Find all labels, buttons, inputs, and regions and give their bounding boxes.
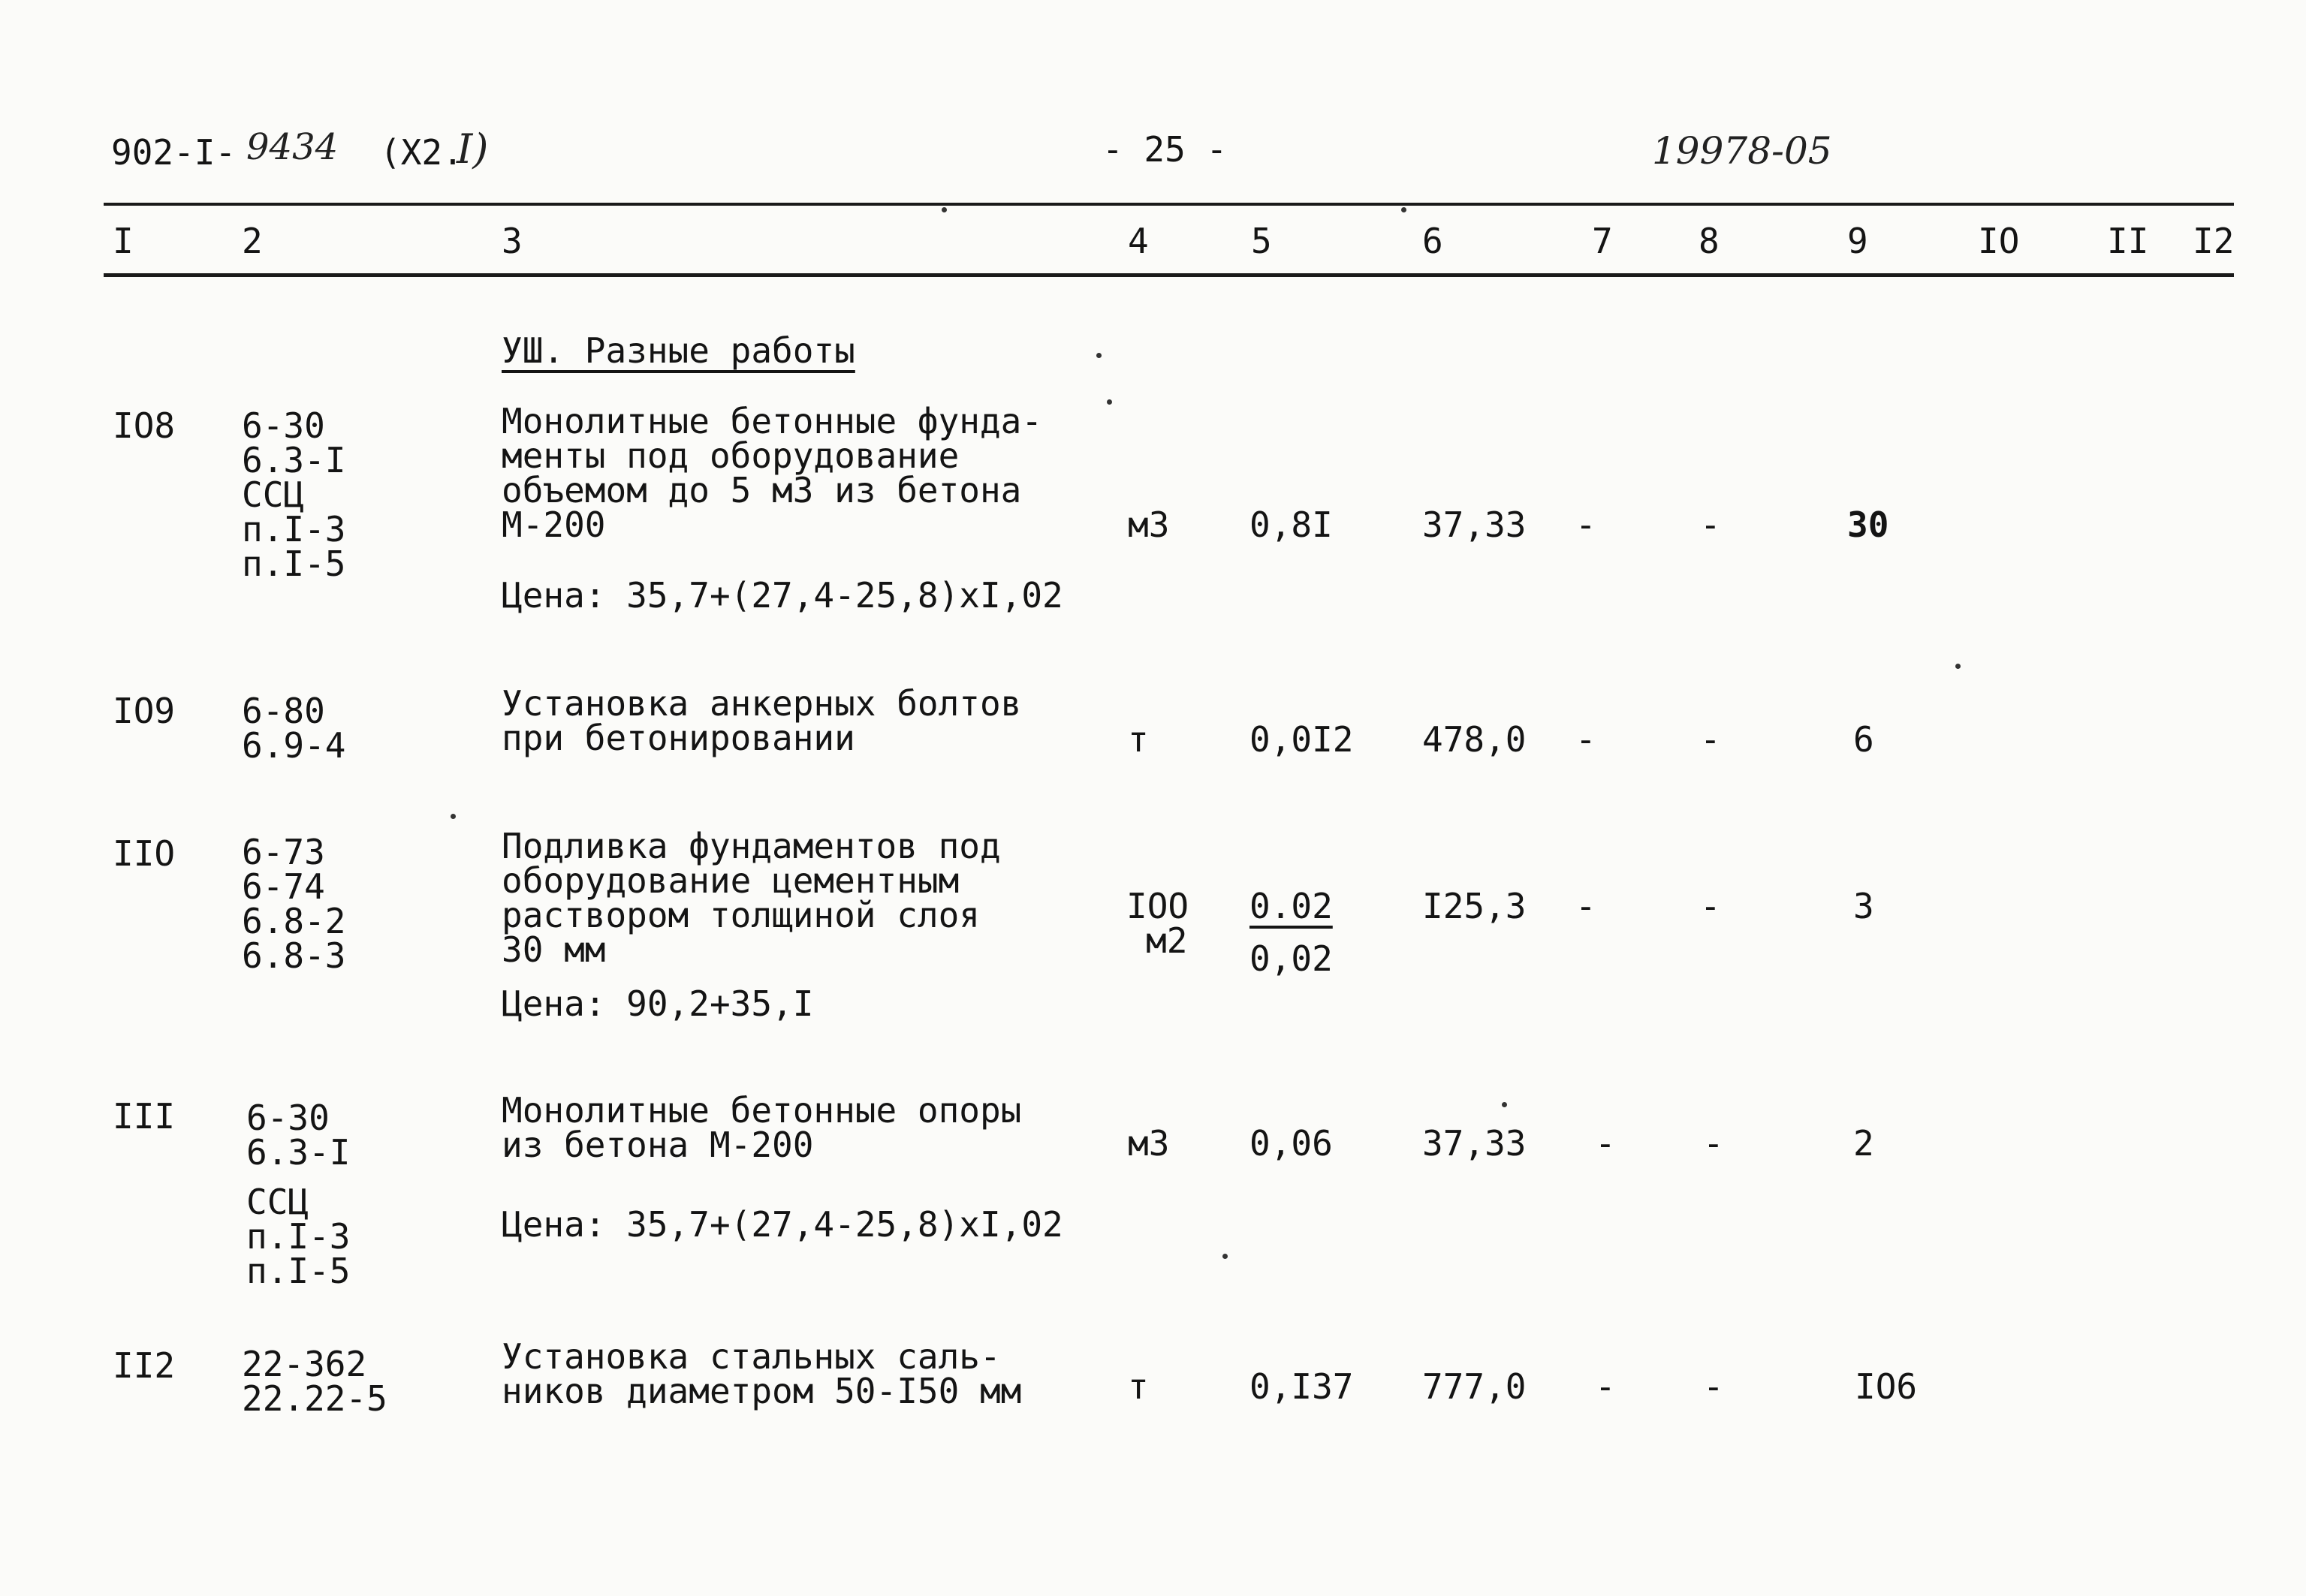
work-description: Установка анкерных болтов <box>502 683 1022 724</box>
norm-code: 6-80 <box>242 691 325 731</box>
unit: т <box>1128 719 1149 760</box>
work-description: ников диаметром 50-I50 мм <box>502 1371 1022 1411</box>
doc-code-handwritten: 9434 <box>246 126 339 168</box>
row-number: IO8 <box>113 405 176 446</box>
speck <box>1401 207 1406 212</box>
table-header-rule <box>104 273 2234 277</box>
col7-value: - <box>1595 1123 1616 1164</box>
price-formula: Цена: 35,7+(27,4-25,8)xI,02 <box>502 1204 1063 1245</box>
norm-code: 6.9-4 <box>242 725 346 766</box>
col-heading: 6 <box>1422 221 1443 261</box>
row-number: II2 <box>113 1345 176 1386</box>
norm-code: п.I-5 <box>242 544 346 584</box>
unit-cost: I25,3 <box>1422 886 1527 926</box>
norm-code: 22-362 <box>242 1344 367 1384</box>
row-number: IO9 <box>113 691 176 731</box>
norm-code: п.I-5 <box>246 1251 351 1291</box>
norm-code: 6.8-3 <box>242 935 346 976</box>
col-heading: I2 <box>2193 221 2235 261</box>
speck <box>1955 664 1961 669</box>
archive-number: 19978-05 <box>1652 129 1832 173</box>
work-description: Монолитные бетонные опоры <box>502 1090 1022 1131</box>
work-description: 30 мм <box>502 929 606 970</box>
norm-code: п.I-3 <box>246 1216 351 1257</box>
col-heading: 3 <box>502 221 523 261</box>
col8-value: - <box>1703 1366 1724 1407</box>
unit-cost: 37,33 <box>1422 504 1527 545</box>
col-heading: I <box>113 221 134 261</box>
work-description: раствором толщиной слоя <box>502 895 980 935</box>
norm-code: ССЦ <box>242 474 305 515</box>
col-heading: 8 <box>1699 221 1720 261</box>
quantity: 0.02 <box>1249 886 1333 926</box>
norm-code: п.I-3 <box>242 509 346 550</box>
col7-value: - <box>1575 886 1596 926</box>
col-heading: II <box>2107 221 2149 261</box>
speck <box>451 814 456 819</box>
col-heading: 2 <box>242 221 263 261</box>
col8-value: - <box>1700 886 1721 926</box>
unit: м3 <box>1128 504 1170 545</box>
row-number: IIO <box>113 833 176 874</box>
norm-code: 6-73 <box>242 832 325 872</box>
price-formula: Цена: 35,7+(27,4-25,8)xI,02 <box>502 575 1063 616</box>
quantity-secondary: 0,02 <box>1249 938 1333 979</box>
unit: IOO <box>1126 886 1189 926</box>
doc-variant-handwritten: I) <box>457 125 489 173</box>
col7-value: - <box>1575 504 1596 545</box>
col-heading: 9 <box>1847 221 1868 261</box>
work-description: из бетона М-200 <box>502 1125 814 1165</box>
norm-code: 6-30 <box>246 1098 330 1138</box>
table-top-rule <box>104 203 2234 206</box>
col8-value: - <box>1700 504 1721 545</box>
work-description: при бетонировании <box>502 718 855 758</box>
unit-cost: 777,0 <box>1422 1366 1527 1407</box>
col7-value: - <box>1575 719 1596 760</box>
speck <box>1096 353 1102 358</box>
col9-value: 30 <box>1847 504 1889 545</box>
page-number: - 25 - <box>1102 129 1228 170</box>
norm-code: 6.3-I <box>242 440 346 480</box>
col8-value: - <box>1700 719 1721 760</box>
col-heading: 5 <box>1251 221 1272 261</box>
col-heading: 7 <box>1592 221 1613 261</box>
work-description: Монолитные бетонные фунда- <box>502 401 1043 441</box>
col-heading: 4 <box>1128 221 1149 261</box>
unit-secondary: м2 <box>1146 920 1188 961</box>
col-heading: IO <box>1978 221 2020 261</box>
work-description: М-200 <box>502 504 606 545</box>
norm-code: 22.22-5 <box>242 1378 387 1419</box>
norm-code: 6-30 <box>242 405 325 446</box>
norm-code: 6.3-I <box>246 1132 351 1173</box>
norm-code: ССЦ <box>246 1182 309 1222</box>
doc-variant: (X2. <box>380 132 463 173</box>
quantity: 0,8I <box>1249 504 1333 545</box>
quantity: 0,I37 <box>1249 1366 1354 1407</box>
col7-value: - <box>1595 1366 1616 1407</box>
price-formula: Цена: 90,2+35,I <box>502 983 814 1024</box>
col8-value: - <box>1703 1123 1724 1164</box>
col9-value: 3 <box>1853 886 1874 926</box>
speck <box>942 207 947 212</box>
speck <box>1502 1102 1507 1107</box>
speck <box>1107 399 1112 405</box>
work-description: Подливка фундаментов под <box>502 826 1001 866</box>
doc-code-printed: 902-I- <box>111 132 237 173</box>
col9-value: IO6 <box>1855 1366 1918 1407</box>
work-description: Установка стальных саль- <box>502 1336 1001 1377</box>
quantity: 0,06 <box>1249 1123 1333 1164</box>
unit: т <box>1128 1366 1149 1407</box>
unit: м3 <box>1128 1123 1170 1164</box>
norm-code: 6.8-2 <box>242 901 346 941</box>
work-description: менты под оборудование <box>502 435 960 476</box>
speck <box>1222 1254 1228 1259</box>
work-description: оборудование цементным <box>502 860 960 901</box>
unit-cost: 37,33 <box>1422 1123 1527 1164</box>
quantity: 0,0I2 <box>1249 719 1354 760</box>
section-title: УШ. Разные работы <box>502 330 855 371</box>
col9-value: 2 <box>1853 1123 1874 1164</box>
col9-value: 6 <box>1853 719 1874 760</box>
norm-code: 6-74 <box>242 866 325 907</box>
unit-cost: 478,0 <box>1422 719 1527 760</box>
work-description: объемом до 5 м3 из бетона <box>502 470 1022 510</box>
row-number: III <box>113 1096 176 1137</box>
